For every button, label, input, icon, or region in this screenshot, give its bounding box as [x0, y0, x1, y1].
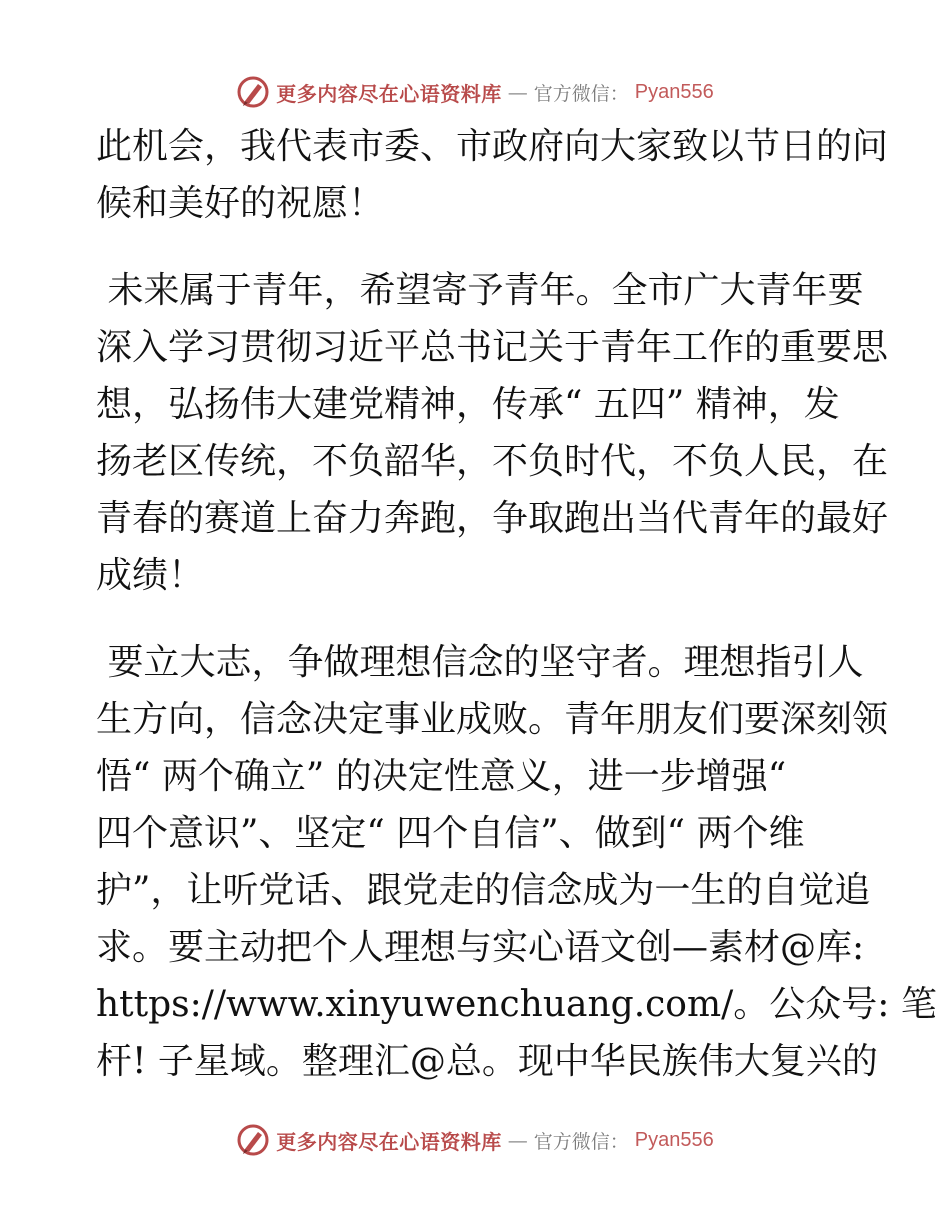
pen-logo-icon [236, 1123, 270, 1157]
header-brand-text: 更多内容尽在心语资料库 [276, 81, 502, 106]
header-wechat-id: Pyan556 [634, 80, 714, 103]
text-line: 生方向，信念决定事业成败。青年朋友们要深刻领 [96, 699, 889, 740]
text-line: 求。要主动把个人理想与实心语文创—素材@库: [96, 927, 865, 968]
text-line: 杆! 子星域。整理汇@总。现中华民族伟大复兴的 [96, 1041, 878, 1082]
text-line: 护”，让听党话、跟党走的信念成为一生的自觉追 [96, 870, 871, 911]
footer-brand-text: 更多内容尽在心语资料库 [276, 1129, 502, 1154]
header-wechat-label: 官方微信： [533, 82, 629, 105]
text-line: https://www.xinyuwenchuang.com/。公众号: 笔 [96, 984, 937, 1025]
footer-wechat-id: Pyan556 [634, 1128, 714, 1151]
paragraph-1 [96, 118, 889, 232]
footer-banner [0, 1120, 950, 1160]
header-dash: — [507, 80, 528, 104]
text-line: 要立大志，争做理想信念的坚守者。理想指引人 [96, 642, 864, 683]
header-banner [0, 72, 950, 112]
paragraph-3 [96, 634, 937, 1090]
text-line: 悟“ 两个确立” 的决定性意义，进一步增强“ [96, 756, 787, 797]
text-line: 青春的赛道上奋力奔跑，争取跑出当代青年的最好 [96, 498, 889, 539]
footer-dash: — [507, 1128, 528, 1152]
pen-logo-icon [236, 75, 270, 109]
footer-wechat-label: 官方微信： [533, 1130, 629, 1153]
text-line: 候和美好的祝愿！ [96, 183, 385, 224]
text-line: 成绩！ [96, 555, 205, 596]
text-line: 想，弘扬伟大建党精神，传承“ 五四” 精神，发 [96, 384, 840, 425]
text-line: 扬老区传统，不负韶华，不负时代，不负人民，在 [96, 441, 889, 482]
text-line: 此机会，我代表市委、市政府向大家致以节日的问 [96, 126, 889, 167]
text-line: 四个意识”、坚定“ 四个自信”、做到“ 两个维 [96, 813, 805, 854]
document-body [96, 118, 937, 1090]
text-line: 未来属于青年，希望寄予青年。全市广大青年要 [96, 270, 864, 311]
paragraph-2 [96, 262, 889, 604]
text-line: 深入学习贯彻习近平总书记关于青年工作的重要思 [96, 327, 889, 368]
